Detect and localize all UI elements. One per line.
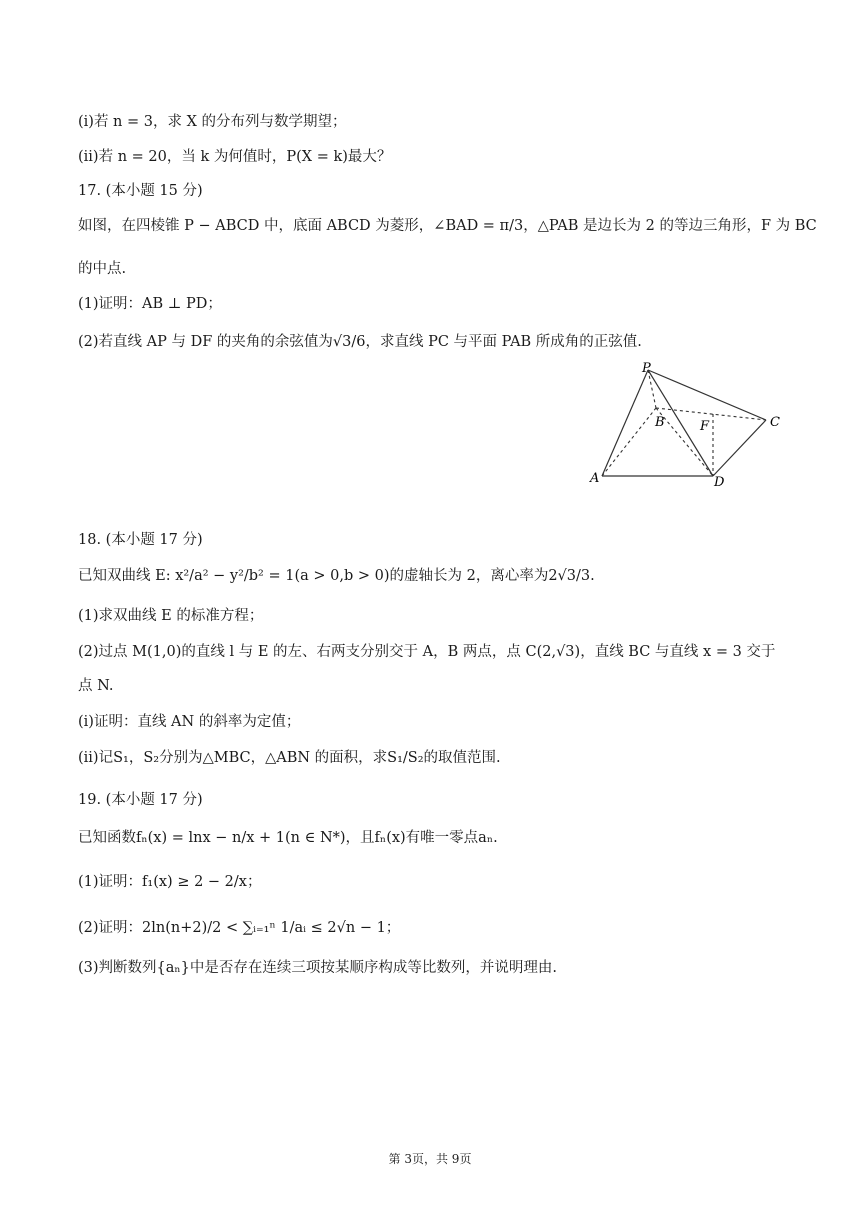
edge-DC xyxy=(713,420,766,476)
q19-part-3: (3)判断数列{aₙ}中是否存在连续三项按某顺序构成等比数列，并说明理由. xyxy=(78,960,558,976)
q18-part-2-line2: 点 N. xyxy=(78,678,114,694)
q18-stem: 已知双曲线 E: x²/a² − y²/b² = 1(a > 0,b > 0)的虚轴长为 2，离心率为2√3/3. xyxy=(78,568,595,584)
q19-part-2: (2)证明：2ln(n+2)/2 < ∑ᵢ₌₁ⁿ 1/aᵢ ≤ 2√n − 1； xyxy=(78,920,401,936)
q19-part-1: (1)证明：f₁(x) ≥ 2 − 2/x； xyxy=(78,874,262,890)
label-A: A xyxy=(590,471,600,486)
edge-AB xyxy=(602,408,656,476)
q17-stem-line2: 的中点. xyxy=(78,261,127,277)
label-D: D xyxy=(714,475,725,486)
q17-header: 17. (本小题 15 分) xyxy=(78,183,203,199)
edge-PC xyxy=(648,370,766,420)
q16-part-ii: (ii)若 n = 20，当 k 为何值时，P(X = k)最大？ xyxy=(78,149,392,165)
q19-stem: 已知函数fₙ(x) = lnx − n/x + 1(n ∈ N*)，且fₙ(x)有唯一零点aₙ. xyxy=(78,830,498,846)
label-F: F xyxy=(700,419,710,434)
label-B: B xyxy=(655,415,665,430)
q17-part-1: (1)证明：AB ⊥ PD； xyxy=(78,296,222,312)
pyramid-figure xyxy=(588,358,788,486)
q18-part-2-ii: (ii)记S₁，S₂分别为△MBC，△ABN 的面积，求S₁/S₂的取值范围. xyxy=(78,750,501,766)
q18-header: 18. (本小题 17 分) xyxy=(78,532,203,548)
q19-header: 19. (本小题 17 分) xyxy=(78,792,203,808)
q18-part-2-line1: (2)过点 M(1,0)的直线 l 与 E 的左、右两支分别交于 A，B 两点，点 C(2,√3)，直线 BC 与直线 x = 3 交于 xyxy=(78,644,776,660)
page-footer: 第 3页，共 9页 xyxy=(388,1152,472,1166)
q17-part-2: (2)若直线 AP 与 DF 的夹角的余弦值为√3/6，求直线 PC 与平面 PAB 所成角的正弦值. xyxy=(78,334,642,350)
q16-part-i: (i)若 n = 3，求 X 的分布列与数学期望； xyxy=(78,114,347,130)
edge-PA xyxy=(602,370,648,476)
q18-part-2-i: (i)证明：直线 AN 的斜率为定值； xyxy=(78,714,301,730)
q17-stem-line1: 如图，在四棱锥 P − ABCD 中，底面 ABCD 为菱形，∠BAD = π/3，△PAB 是边长为 2 的等边三角形，F 为 BC xyxy=(78,218,817,234)
label-P: P xyxy=(642,361,651,376)
label-C: C xyxy=(770,415,780,430)
q18-part-1: (1)求双曲线 E 的标准方程； xyxy=(78,608,264,624)
